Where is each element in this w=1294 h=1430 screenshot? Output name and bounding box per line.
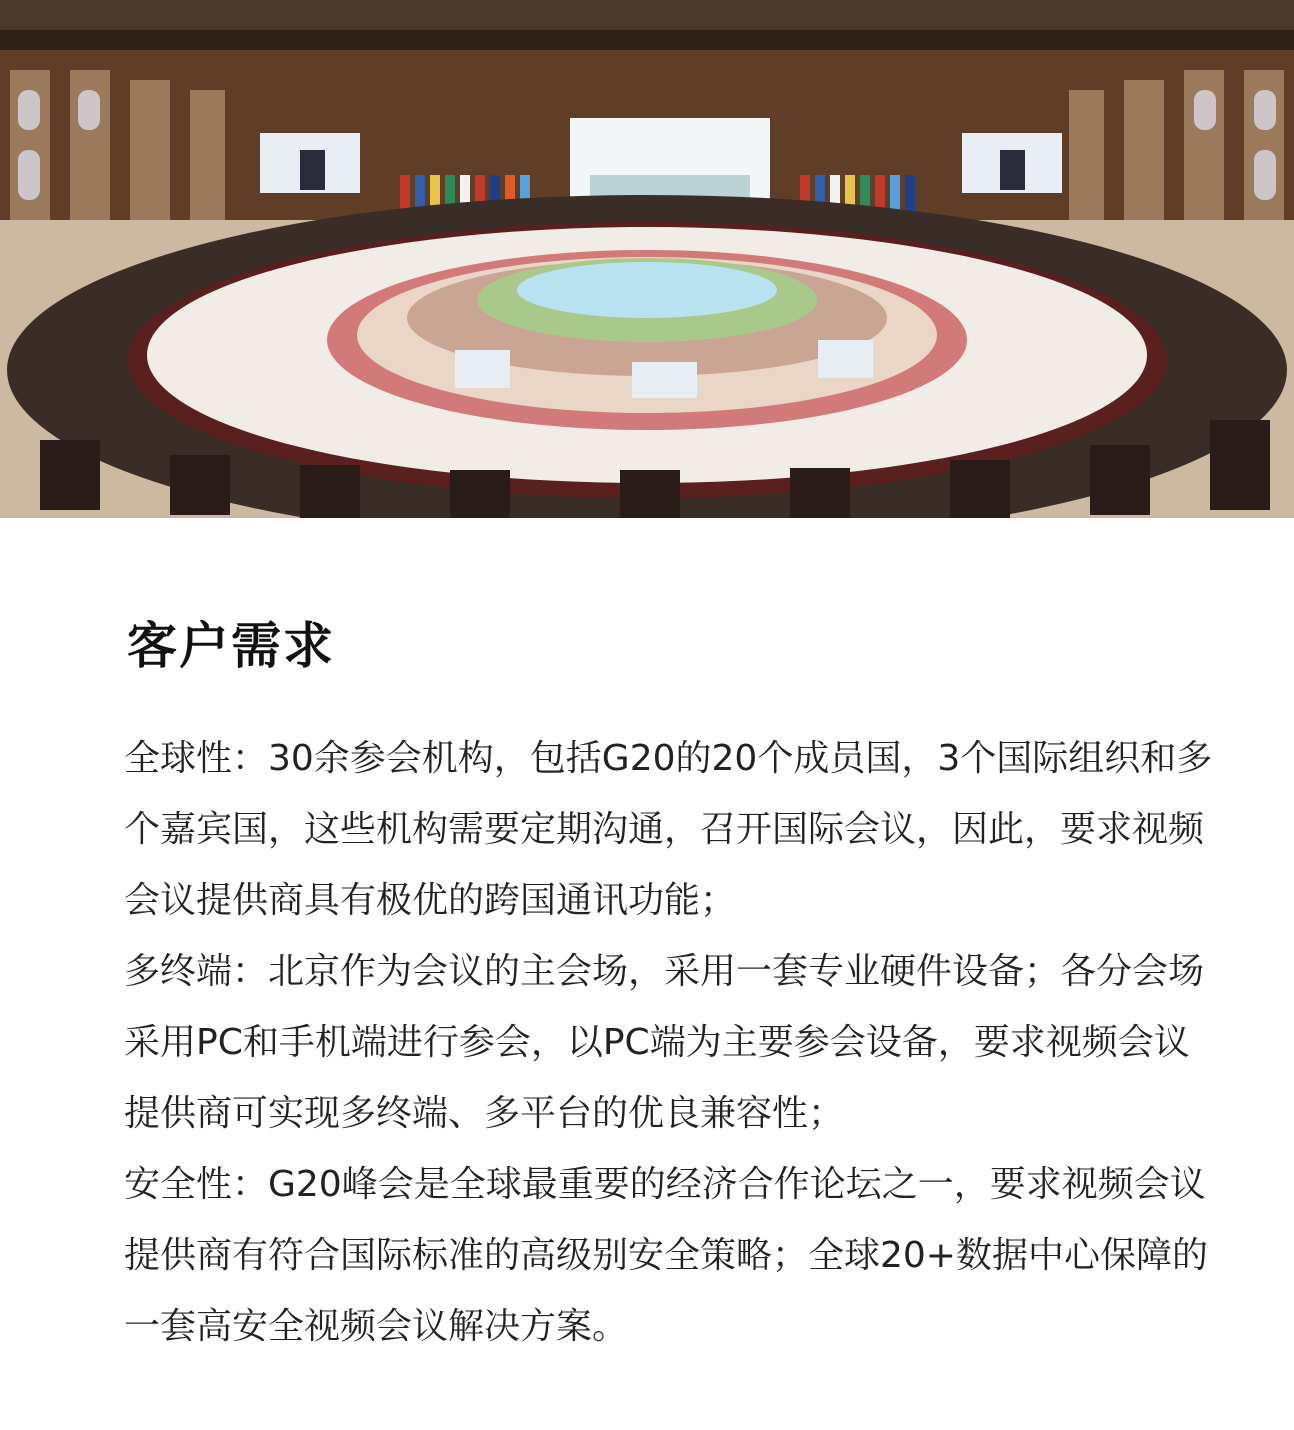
section-title: 客户需求: [127, 617, 335, 675]
customer-requirements-section: [0, 518, 1294, 1430]
requirement-security: 安全性：G20峰会是全球最重要的经济合作论坛之一，要求视频会议提供商有符合国际标准的高级别安全策略；全球20+数据中心保障的一套高安全视频会议解决方案。: [124, 1164, 1208, 1347]
conference-hall-photo: [0, 0, 1294, 518]
conference-hall-illustration: [0, 0, 1294, 518]
requirements-body: [124, 723, 1214, 1362]
requirement-global: 全球性：30余参会机构，包括G20的20个成员国，3个国际组织和多个嘉宾国，这些机构需要定期沟通，召开国际会议，因此，要求视频会议提供商具有极优的跨国通讯功能；: [124, 738, 1213, 921]
requirement-multi-terminal: 多终端：北京作为会议的主会场，采用一套专业硬件设备；各分会场采用PC和手机端进行参会，以PC端为主要参会设备，要求视频会议提供商可实现多终端、多平台的优良兼容性；: [124, 951, 1205, 1134]
